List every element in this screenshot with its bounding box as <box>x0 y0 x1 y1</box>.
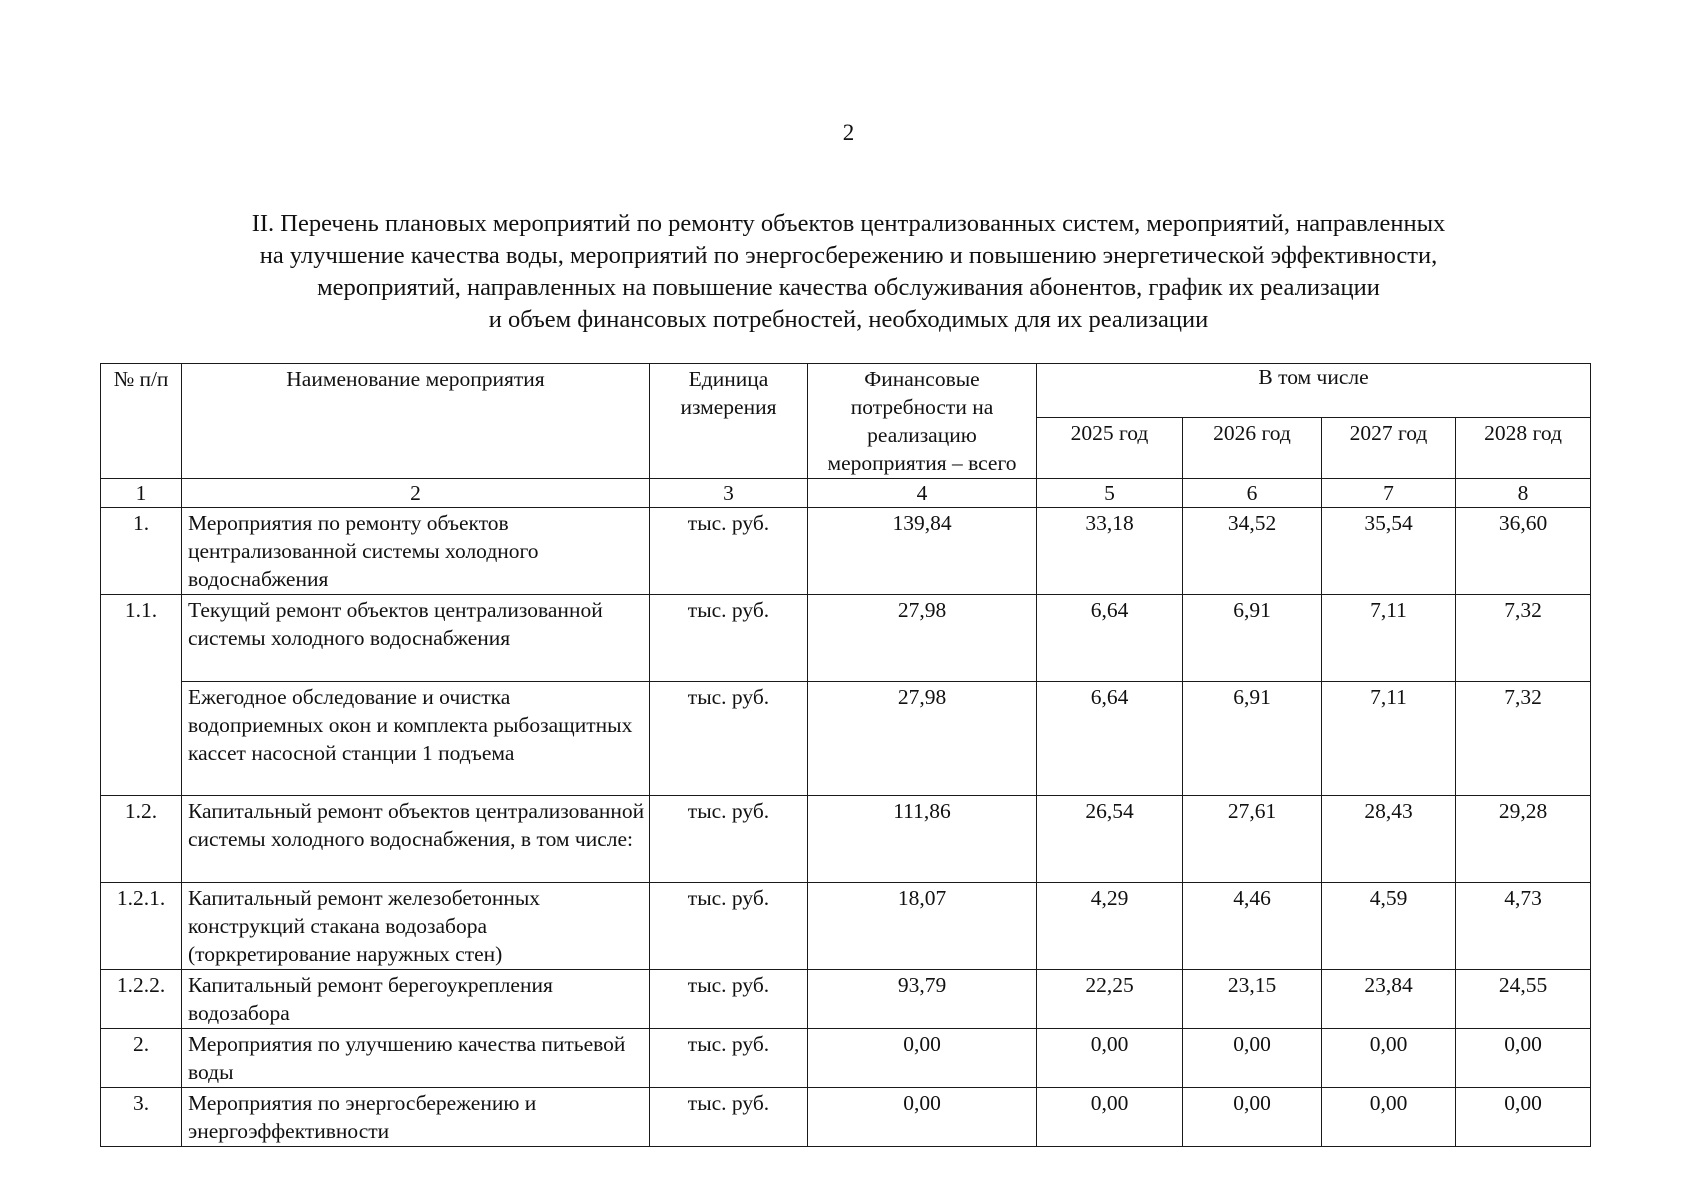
column-number: 8 <box>1456 479 1591 508</box>
cell-2025: 26,54 <box>1037 796 1183 883</box>
cell-name: Ежегодное обследование и очистка водоприемных окон и комплекта рыбозащитных кассет насосной станции 1 подъема <box>182 681 650 796</box>
cell-2027: 0,00 <box>1322 1029 1456 1088</box>
cell-2028: 29,28 <box>1456 796 1591 883</box>
cell-no: 2. <box>101 1029 182 1088</box>
cell-total: 27,98 <box>808 595 1037 682</box>
table-row <box>101 796 1591 883</box>
header-year: 2028 год <box>1456 417 1591 478</box>
cell-name: Капитальный ремонт железобетонных конструкций стакана водозабора (торкретирование наружных стен) <box>182 883 650 970</box>
column-number-row <box>101 479 1591 508</box>
cell-2028: 7,32 <box>1456 595 1591 682</box>
cell-2025: 6,64 <box>1037 595 1183 682</box>
cell-total: 0,00 <box>808 1029 1037 1088</box>
cell-2025: 0,00 <box>1037 1088 1183 1147</box>
cell-2025: 6,64 <box>1037 681 1183 796</box>
cell-2025: 0,00 <box>1037 1029 1183 1088</box>
column-number: 5 <box>1037 479 1183 508</box>
cell-total: 93,79 <box>808 970 1037 1029</box>
table-row <box>101 970 1591 1029</box>
cell-no <box>101 681 182 796</box>
table-row <box>101 595 1591 682</box>
header-year: 2025 год <box>1037 417 1183 478</box>
cell-2025: 22,25 <box>1037 970 1183 1029</box>
column-number: 3 <box>650 479 808 508</box>
cell-no: 1.2.2. <box>101 970 182 1029</box>
cell-2027: 35,54 <box>1322 508 1456 595</box>
cell-unit: тыс. руб. <box>650 681 808 796</box>
column-number: 6 <box>1183 479 1322 508</box>
cell-2028: 36,60 <box>1456 508 1591 595</box>
header-year: 2026 год <box>1183 417 1322 478</box>
header-unit: Единица измерения <box>650 364 808 479</box>
cell-2026: 0,00 <box>1183 1029 1322 1088</box>
header-no: № п/п <box>101 364 182 479</box>
cell-2026: 34,52 <box>1183 508 1322 595</box>
header-year: 2027 год <box>1322 417 1456 478</box>
column-number: 7 <box>1322 479 1456 508</box>
table-row <box>101 1088 1591 1147</box>
table-row <box>101 883 1591 970</box>
title-line: мероприятий, направленных на повышение качества обслуживания абонентов, график их реализации <box>317 274 1380 301</box>
cell-name: Мероприятия по энергосбережению и энергоэффективности <box>182 1088 650 1147</box>
cell-2026: 23,15 <box>1183 970 1322 1029</box>
table-row <box>101 508 1591 595</box>
cell-2025: 4,29 <box>1037 883 1183 970</box>
cell-total: 0,00 <box>808 1088 1037 1147</box>
cell-name: Текущий ремонт объектов централизованной системы холодного водоснабжения <box>182 595 650 682</box>
cell-total: 27,98 <box>808 681 1037 796</box>
cell-unit: тыс. руб. <box>650 1029 808 1088</box>
table-row <box>101 681 1591 796</box>
cell-2027: 0,00 <box>1322 1088 1456 1147</box>
cell-unit: тыс. руб. <box>650 508 808 595</box>
column-number: 4 <box>808 479 1037 508</box>
cell-unit: тыс. руб. <box>650 1088 808 1147</box>
title-line: на улучшение качества воды, мероприятий по энергосбережению и повышению энергетической эффективности, <box>259 242 1438 269</box>
header-name: Наименование мероприятия <box>182 364 650 479</box>
cell-name: Мероприятия по улучшению качества питьевой воды <box>182 1029 650 1088</box>
cell-2027: 7,11 <box>1322 681 1456 796</box>
section-title <box>100 208 1597 336</box>
header-finance: Финансовые потребности на реализацию мероприятия – всего <box>808 364 1037 479</box>
cell-unit: тыс. руб. <box>650 595 808 682</box>
cell-2025: 33,18 <box>1037 508 1183 595</box>
title-line: и объем финансовых потребностей, необходимых для их реализации <box>488 306 1209 333</box>
title-line: II. Перечень плановых мероприятий по ремонту объектов централизованных систем, мероприятий, направленных <box>251 210 1446 237</box>
header-row <box>101 364 1591 418</box>
cell-2027: 23,84 <box>1322 970 1456 1029</box>
cell-name: Мероприятия по ремонту объектов централизованной системы холодного водоснабжения <box>182 508 650 595</box>
cell-total: 18,07 <box>808 883 1037 970</box>
header-including: В том числе <box>1037 364 1591 418</box>
cell-total: 111,86 <box>808 796 1037 883</box>
cell-2028: 24,55 <box>1456 970 1591 1029</box>
cell-2028: 0,00 <box>1456 1088 1591 1147</box>
page-number: 2 <box>842 120 855 145</box>
cell-unit: тыс. руб. <box>650 796 808 883</box>
cell-2026: 4,46 <box>1183 883 1322 970</box>
cell-2027: 7,11 <box>1322 595 1456 682</box>
cell-2027: 28,43 <box>1322 796 1456 883</box>
column-number: 1 <box>101 479 182 508</box>
cell-2026: 0,00 <box>1183 1088 1322 1147</box>
cell-no: 1.1. <box>101 595 182 682</box>
cell-2026: 27,61 <box>1183 796 1322 883</box>
cell-no: 1.2. <box>101 796 182 883</box>
cell-2026: 6,91 <box>1183 681 1322 796</box>
cell-no: 1.2.1. <box>101 883 182 970</box>
cell-name: Капитальный ремонт объектов централизованной системы холодного водоснабжения, в том числе: <box>182 796 650 883</box>
cell-unit: тыс. руб. <box>650 970 808 1029</box>
cell-2028: 4,73 <box>1456 883 1591 970</box>
cell-no: 3. <box>101 1088 182 1147</box>
measures-table <box>100 363 1591 1147</box>
table-row <box>101 1029 1591 1088</box>
cell-no: 1. <box>101 508 182 595</box>
cell-name: Капитальный ремонт берегоукрепления водозабора <box>182 970 650 1029</box>
cell-2028: 0,00 <box>1456 1029 1591 1088</box>
cell-total: 139,84 <box>808 508 1037 595</box>
cell-2028: 7,32 <box>1456 681 1591 796</box>
cell-2026: 6,91 <box>1183 595 1322 682</box>
cell-2027: 4,59 <box>1322 883 1456 970</box>
column-number: 2 <box>182 479 650 508</box>
cell-unit: тыс. руб. <box>650 883 808 970</box>
